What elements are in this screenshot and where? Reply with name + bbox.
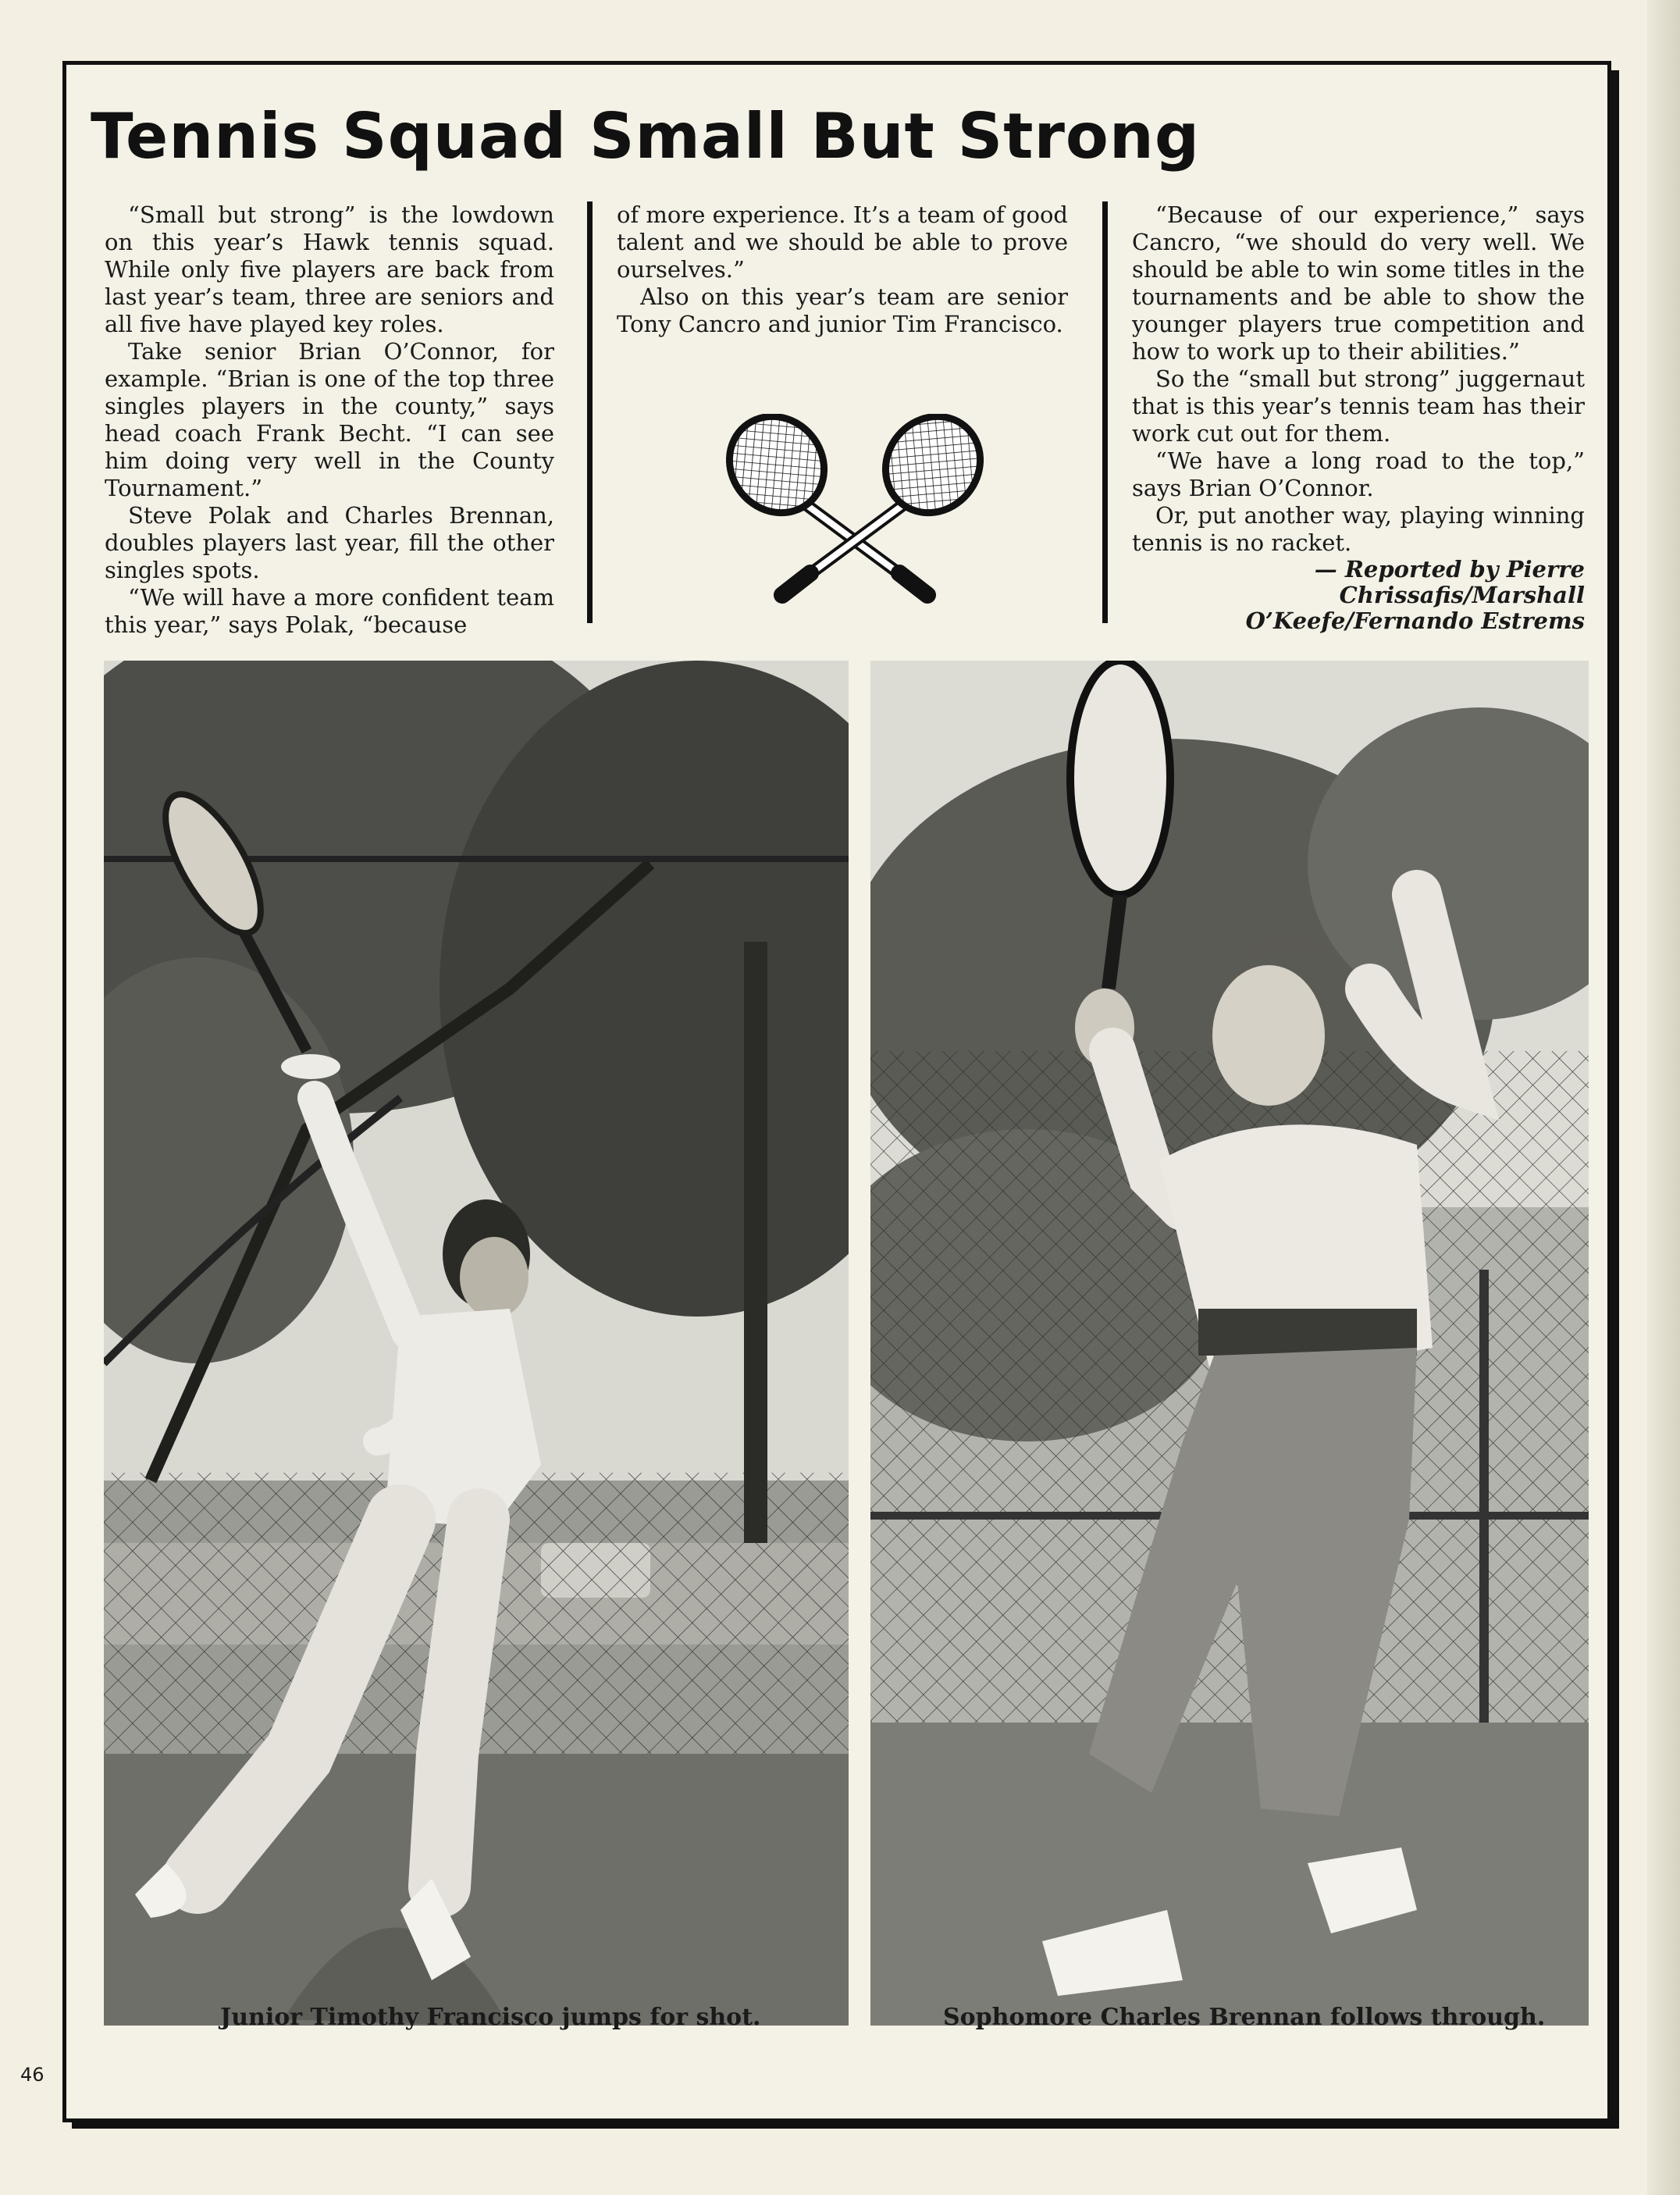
paragraph: Or, put another way, playing winning tennis is no racket.: [1132, 502, 1585, 556]
paragraph: Also on this year’s team are senior Tony Cancro and junior Tim Francisco.: [617, 283, 1068, 337]
column-rule-right: [1102, 201, 1108, 623]
paragraph: So the “small but strong” juggernaut that is this year’s tennis team has their work cut out for them.: [1132, 365, 1585, 447]
article-column-2: [617, 201, 1068, 338]
photo-caption-left: Junior Timothy Francisco jumps for shot.: [220, 2004, 761, 2031]
paragraph: “We will have a more confident team this year,” says Polak, “because: [105, 584, 554, 638]
paragraph: of more experience. It’s a team of good talent and we should be able to prove ourselves.”: [617, 201, 1068, 283]
column-rule-left: [587, 201, 593, 623]
paragraph: “Small but strong” is the lowdown on this year’s Hawk tennis squad. While only five players are back from last year’s team, three are seniors and all five have played key roles.: [105, 201, 554, 337]
frame-shadow-right: [1611, 70, 1619, 2126]
paragraph: “Because of our experience,” says Cancro, “we should do very well. We should be able to win some titles in the tournaments and be able to show the younger players true competition and how to work up to their abilities.”: [1132, 201, 1585, 365]
page-edge: [1647, 0, 1680, 2195]
article-column-1: [105, 201, 554, 639]
paragraph: “We have a long road to the top,” says Brian O’Connor.: [1132, 447, 1585, 501]
photo-caption-right: Sophomore Charles Brennan follows through.: [943, 2004, 1546, 2031]
photo-timothy-francisco: [104, 661, 849, 2026]
headline: Tennis Squad Small But Strong: [91, 100, 1201, 173]
frame-shadow-bottom: [72, 2122, 1619, 2129]
photo-charles-brennan: [870, 661, 1589, 2026]
crossed-tennis-racquets-icon: [726, 414, 984, 609]
page-number: 46: [20, 2064, 44, 2086]
paragraph: Take senior Brian O’Connor, for example. “Brian is one of the top three singles players in the county,” says head coach Frank Becht. “I can see him doing very well in the County Tournament.”: [105, 338, 554, 501]
article-column-3: [1132, 201, 1585, 634]
byline-credit: — Reported by Pierre Chrissafis/Marshall O’Keefe/Fernando Estrems: [1245, 556, 1585, 634]
paragraph: Steve Polak and Charles Brennan, doubles players last year, fill the other singles spots.: [105, 502, 554, 583]
